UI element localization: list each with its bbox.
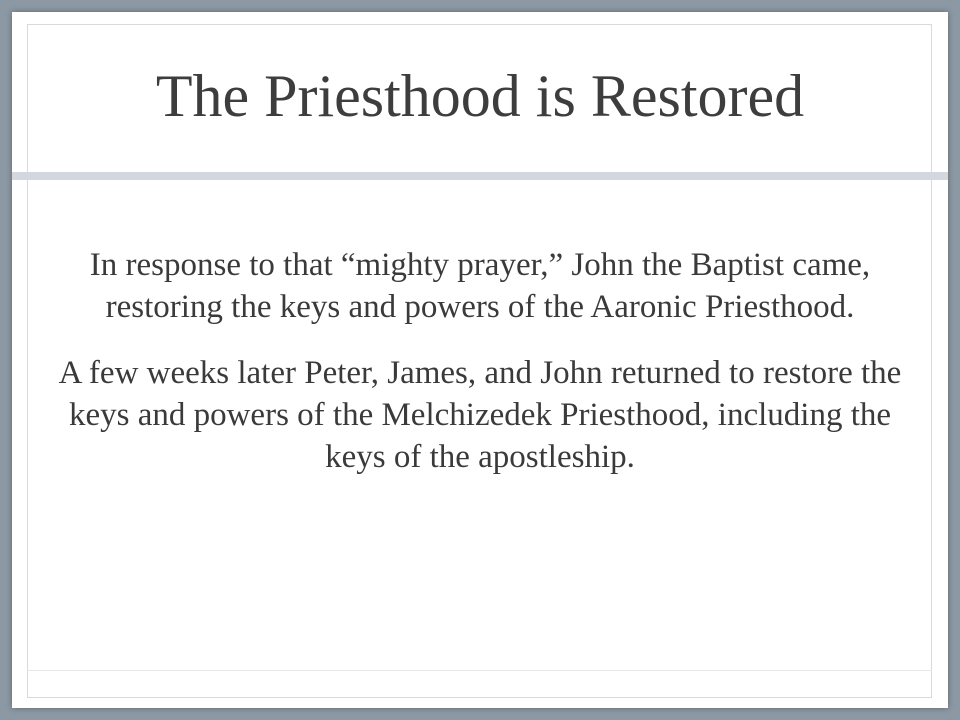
body-paragraph-1: In response to that “mighty prayer,” John the Baptist came, restoring the keys and powers of the Aaronic Priesthood.: [89, 247, 871, 325]
slide-body: [52, 244, 908, 502]
footer-divider: [27, 670, 932, 671]
title-divider: [12, 172, 948, 180]
slide-title: The Priesthood is Restored: [155, 63, 805, 129]
body-paragraph-2: A few weeks later Peter, James, and John returned to restore the keys and powers of the Melchizedek Priesthood, including the keys of the apostleship.: [58, 355, 902, 475]
slide: [12, 12, 948, 708]
